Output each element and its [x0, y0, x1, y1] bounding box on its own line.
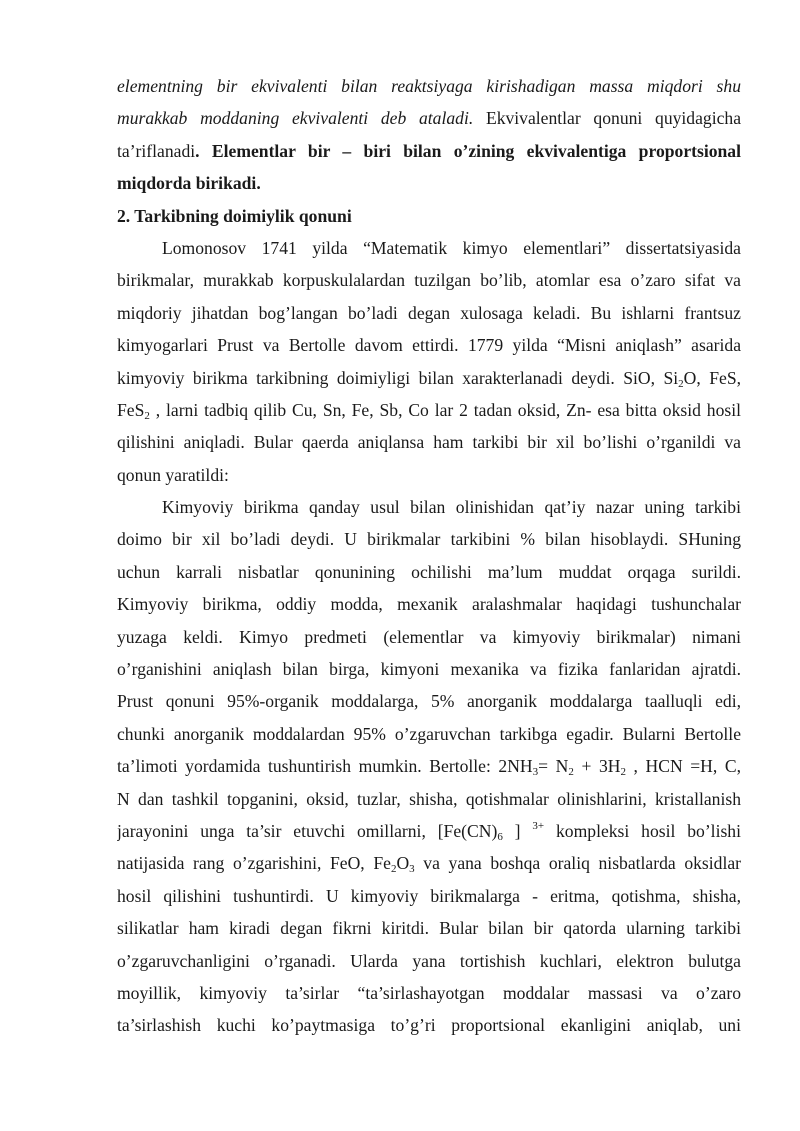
paragraph-line: hosil qilishini tushuntirdi. U kimyoviy birikmalarga - eritma, qotishma, shisha, [117, 885, 741, 906]
document-page [117, 70, 741, 1042]
text: ta’riflanadi [117, 140, 196, 161]
paragraph-line: Lomonosov 1741 yilda “Matematik kimyo elementlari” dissertatsiyasida [162, 237, 741, 258]
paragraph-line [117, 362, 741, 394]
subscript: 2 [568, 766, 574, 779]
text: = N [538, 756, 569, 777]
paragraph-line [117, 847, 741, 879]
subscript: 2 [678, 377, 684, 390]
paragraph-line: uchun karrali nisbatlar qonunining ochilishi ma’lum muddat orqaga surildi. [117, 561, 741, 582]
text: , HCN =H, C, [625, 756, 741, 777]
subscript: 2 [390, 863, 397, 876]
text: Ekvivalentlar qonuni quyidagicha [473, 108, 741, 129]
paragraph-line: qonun yaratildi: [117, 464, 229, 485]
text: ta’limoti yordamida tushuntirish mumkin. Bertolle: 2NH [117, 756, 533, 777]
text: FeS [117, 399, 145, 420]
text: kompleksi hosil bo’lishi [544, 820, 741, 841]
paragraph-line: kimyogarlari Prust va Bertolle davom ettirdi. 1779 yilda “Misni aniqlash” asarida [117, 335, 741, 356]
text: va yana boshqa oraliq nisbatlarda oksidlar [414, 853, 741, 874]
paragraph-line: o’rganishini aniqlash bilan birga, kimyoni mexanika va fizika fanlaridan ajratdi. [117, 659, 741, 680]
text: ] [502, 820, 533, 841]
subscript: 6 [497, 830, 503, 843]
text: , larni tadbiq qilib Cu, Sn, Fe, Sb, Co lar 2 tadan oksid, Zn- esa bitta oksid hosil [149, 399, 741, 420]
superscript: 3+ [532, 819, 545, 832]
subscript: 2 [144, 409, 150, 422]
subscript: 3 [409, 863, 415, 876]
subscript: 3 [532, 766, 539, 779]
italic-text: murakkab moddaning ekvivalenti deb ataladi. [117, 108, 474, 129]
paragraph-line [117, 394, 741, 426]
text: kimyoviy birikma tarkibning doimiyligi bilan xarakterlanadi deydi. SiO, Si [117, 367, 679, 388]
paragraph-line [117, 135, 741, 167]
paragraph-line: Kimyoviy birikma qanday usul bilan olinishidan qat’iy nazar uning tarkibi [162, 497, 741, 518]
subscript: 2 [620, 766, 626, 779]
paragraph-line: miqdoriy jihatdan bog’langan bo’ladi degan xulosaga keladi. Bu ishlarni frantsuz [117, 302, 741, 323]
paragraph-line: Kimyoviy birikma, oddiy modda, mexanik aralashmalar haqidagi tushunchalar [117, 594, 741, 615]
text: jarayonini unga ta’sir etuvchi omillarni, [Fe(CN) [117, 820, 498, 841]
paragraph-line: doimo bir xil bo’ladi deydi. U birikmalar tarkibini % bilan hisoblaydi. SHuning [117, 529, 741, 550]
paragraph-line [117, 815, 741, 847]
paragraph-line: moyillik, kimyoviy ta’sirlar “ta’sirlashayotgan moddalar massasi va o’zaro [117, 982, 741, 1003]
section-heading: 2. Tarkibning doimiylik qonuni [117, 205, 352, 226]
paragraph-line: miqdorda birikadi. [117, 173, 261, 194]
paragraph-line [117, 750, 741, 782]
paragraph-line: chunki anorganik moddalardan 95% o’zgaruvchan tarkibga egadir. Bularni Bertolle [117, 723, 741, 744]
paragraph-line: Prust qonuni 95%-organik moddalarga, 5% anorganik moddalarga taalluqli edi, [117, 691, 741, 712]
text: O, FeS, [683, 367, 741, 388]
paragraph-line: elementning bir ekvivalenti bilan reaktsiyaga kirishadigan massa miqdori shu [117, 76, 741, 96]
paragraph-line: yuzaga keldi. Kimyo predmeti (elementlar va kimyoviy birikmalar) nimani [117, 626, 741, 647]
paragraph-line: silikatlar ham kiradi degan fikrni kiritdi. Bular bilan bir qatorda ularning tarkibi [117, 918, 741, 939]
paragraph-line [117, 102, 741, 134]
text: O [396, 853, 410, 874]
paragraph-line: N dan tashkil topganini, oksid, tuzlar, shisha, qotishmalar olinishlarini, kristallanish [117, 788, 741, 809]
text: + 3H [573, 756, 621, 777]
paragraph-line: ta’sirlashish kuchi ko’paytmasiga to’g’ri proportsional ekanligini aniqlab, uni [117, 1015, 741, 1036]
text: natijasida rang o’zgarishini, FeO, Fe [117, 853, 391, 874]
paragraph-line: birikmalar, murakkab korpuskulalardan tuzilgan bo’lib, atomlar esa o’zaro sifat va [117, 270, 741, 291]
paragraph-line: qilishini aniqladi. Bular qaerda aniqlansa ham tarkibi bir xil bo’lishi o’rganildi va [117, 432, 741, 453]
paragraph-line: o’zgaruvchanligini o’rganadi. Ularda yana tortishish kuchlari, elektron bulutga [117, 950, 741, 971]
bold-text: . Elementlar bir – biri bilan o’zining ekvivalentiga proportsional [195, 140, 741, 161]
